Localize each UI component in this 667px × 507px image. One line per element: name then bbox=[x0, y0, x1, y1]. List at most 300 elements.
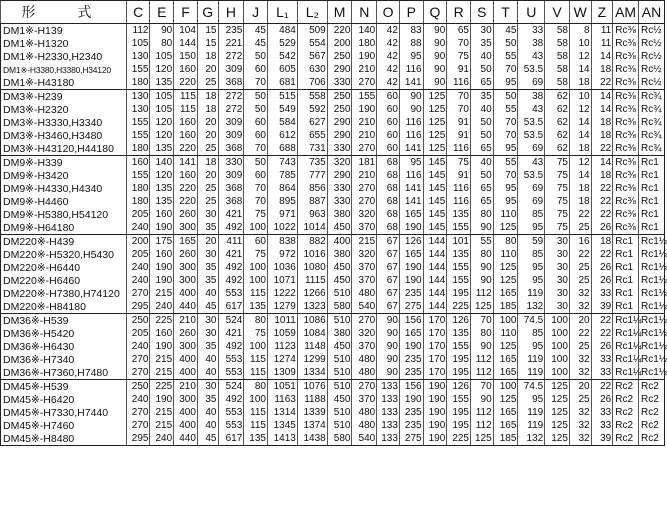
value-cell-u: 74.5 bbox=[518, 380, 545, 394]
value-cell-l₂: 882 bbox=[297, 235, 327, 249]
value-cell-g: 40 bbox=[197, 406, 218, 419]
value-cell-n: 270 bbox=[352, 314, 377, 328]
value-cell-e: 215 bbox=[150, 287, 174, 300]
table-row bbox=[1, 353, 665, 366]
value-cell-t: 80 bbox=[493, 235, 518, 249]
value-cell-v: 62 bbox=[545, 90, 570, 104]
value-cell-u: 38 bbox=[518, 37, 545, 50]
value-cell-z: 22 bbox=[591, 182, 613, 195]
value-cell-n: 480 bbox=[352, 406, 377, 419]
value-cell-o: 67 bbox=[377, 261, 400, 274]
value-cell-t: 165 bbox=[493, 366, 518, 380]
table-row bbox=[1, 169, 665, 182]
value-cell-h: 492 bbox=[218, 261, 244, 274]
value-cell-u: 95 bbox=[518, 221, 545, 235]
value-cell-z: 18 bbox=[591, 169, 613, 182]
value-cell-u: 53.5 bbox=[518, 169, 545, 182]
model-cell: DM1※-H3380,H3380,H34120 bbox=[1, 63, 127, 76]
value-cell-w: 14 bbox=[569, 63, 591, 76]
value-cell-v: 125 bbox=[545, 406, 570, 419]
value-cell-z: 22 bbox=[591, 314, 613, 328]
value-cell-am: Rc⅜ bbox=[613, 221, 639, 235]
value-cell-m: 580 bbox=[327, 300, 352, 314]
table-row bbox=[1, 406, 665, 419]
value-cell-j: 135 bbox=[244, 432, 268, 446]
value-cell-q: 190 bbox=[423, 406, 447, 419]
value-cell-f: 400 bbox=[174, 419, 198, 432]
value-cell-f: 400 bbox=[174, 406, 198, 419]
value-cell-w: 8 bbox=[569, 24, 591, 38]
value-cell-h: 492 bbox=[218, 221, 244, 235]
value-cell-l₂: 706 bbox=[297, 76, 327, 90]
column-header-e: E bbox=[150, 1, 174, 24]
column-header-m: M bbox=[327, 1, 352, 24]
value-cell-n: 480 bbox=[352, 287, 377, 300]
value-cell-n: 140 bbox=[352, 24, 377, 38]
value-cell-o: 42 bbox=[377, 37, 400, 50]
value-cell-l₁: 864 bbox=[267, 182, 297, 195]
value-cell-w: 25 bbox=[569, 261, 591, 274]
value-cell-l₂: 1115 bbox=[297, 274, 327, 287]
value-cell-w: 22 bbox=[569, 208, 591, 221]
value-cell-w: 32 bbox=[569, 432, 591, 446]
value-cell-o: 60 bbox=[377, 103, 400, 116]
value-cell-an: Rc½ bbox=[638, 76, 664, 90]
value-cell-q: 125 bbox=[423, 129, 447, 142]
value-cell-g: 20 bbox=[197, 129, 218, 142]
value-cell-an: Rc2 bbox=[638, 406, 664, 419]
value-cell-j: 115 bbox=[244, 406, 268, 419]
value-cell-n: 210 bbox=[352, 63, 377, 76]
value-cell-q: 90 bbox=[423, 50, 447, 63]
value-cell-u: 95 bbox=[518, 261, 545, 274]
value-cell-p: 190 bbox=[399, 393, 423, 406]
value-cell-v: 100 bbox=[545, 327, 570, 340]
value-cell-h: 235 bbox=[218, 24, 244, 38]
value-cell-c: 295 bbox=[126, 432, 150, 446]
value-cell-j: 75 bbox=[244, 208, 268, 221]
model-cell: DM36※-H7340 bbox=[1, 353, 127, 366]
value-cell-l₂: 1084 bbox=[297, 327, 327, 340]
value-cell-am: Rc1 bbox=[613, 300, 639, 314]
value-cell-p: 275 bbox=[399, 300, 423, 314]
value-cell-v: 125 bbox=[545, 380, 570, 394]
value-cell-u: 53.5 bbox=[518, 63, 545, 76]
value-cell-m: 330 bbox=[327, 195, 352, 208]
value-cell-an: Rc1½ bbox=[638, 340, 664, 353]
value-cell-r: 155 bbox=[447, 221, 471, 235]
column-header-c: C bbox=[126, 1, 150, 24]
value-cell-w: 18 bbox=[569, 76, 591, 90]
column-header-l₁: L₁ bbox=[267, 1, 297, 24]
value-cell-an: Rc1 bbox=[638, 195, 664, 208]
value-cell-o: 68 bbox=[377, 169, 400, 182]
value-cell-l₁: 1279 bbox=[267, 300, 297, 314]
table-row bbox=[1, 103, 665, 116]
value-cell-o: 90 bbox=[377, 366, 400, 380]
value-cell-s: 90 bbox=[471, 261, 494, 274]
value-cell-q: 190 bbox=[423, 419, 447, 432]
value-cell-w: 18 bbox=[569, 142, 591, 156]
value-cell-l₂: 1374 bbox=[297, 419, 327, 432]
value-cell-o: 90 bbox=[377, 340, 400, 353]
value-cell-am: Rc⅜ bbox=[613, 76, 639, 90]
value-cell-j: 60 bbox=[244, 169, 268, 182]
value-cell-u: 119 bbox=[518, 419, 545, 432]
value-cell-p: 165 bbox=[399, 327, 423, 340]
value-cell-j: 50 bbox=[244, 103, 268, 116]
value-cell-s: 112 bbox=[471, 406, 494, 419]
value-cell-n: 540 bbox=[352, 432, 377, 446]
value-cell-w: 32 bbox=[569, 353, 591, 366]
value-cell-z: 39 bbox=[591, 432, 613, 446]
value-cell-r: 195 bbox=[447, 287, 471, 300]
value-cell-c: 295 bbox=[126, 300, 150, 314]
value-cell-g: 20 bbox=[197, 235, 218, 249]
value-cell-e: 215 bbox=[150, 366, 174, 380]
value-cell-l₁: 972 bbox=[267, 248, 297, 261]
value-cell-am: Rc1¼ bbox=[613, 353, 639, 366]
value-cell-h: 553 bbox=[218, 353, 244, 366]
value-cell-am: Rc1 bbox=[613, 248, 639, 261]
model-cell: DM36※-H539 bbox=[1, 314, 127, 328]
value-cell-q: 90 bbox=[423, 76, 447, 90]
value-cell-q: 144 bbox=[423, 261, 447, 274]
value-cell-v: 100 bbox=[545, 340, 570, 353]
value-cell-s: 80 bbox=[471, 248, 494, 261]
value-cell-n: 370 bbox=[352, 221, 377, 235]
value-cell-h: 553 bbox=[218, 406, 244, 419]
value-cell-e: 225 bbox=[150, 314, 174, 328]
value-cell-c: 180 bbox=[126, 76, 150, 90]
value-cell-am: Rc1 bbox=[613, 287, 639, 300]
value-cell-t: 50 bbox=[493, 90, 518, 104]
value-cell-q: 125 bbox=[423, 90, 447, 104]
value-cell-l₂: 1080 bbox=[297, 261, 327, 274]
value-cell-f: 144 bbox=[174, 37, 198, 50]
value-cell-t: 185 bbox=[493, 432, 518, 446]
value-cell-j: 115 bbox=[244, 287, 268, 300]
value-cell-l₂: 509 bbox=[297, 24, 327, 38]
value-cell-n: 480 bbox=[352, 353, 377, 366]
value-cell-w: 20 bbox=[569, 314, 591, 328]
value-cell-q: 144 bbox=[423, 300, 447, 314]
value-cell-h: 492 bbox=[218, 340, 244, 353]
model-cell: DM36※-H5420 bbox=[1, 327, 127, 340]
value-cell-j: 100 bbox=[244, 393, 268, 406]
table-row bbox=[1, 327, 665, 340]
value-cell-z: 33 bbox=[591, 366, 613, 380]
value-cell-l₂: 777 bbox=[297, 169, 327, 182]
value-cell-o: 60 bbox=[377, 142, 400, 156]
value-cell-q: 145 bbox=[423, 156, 447, 170]
value-cell-q: 125 bbox=[423, 142, 447, 156]
value-cell-n: 270 bbox=[352, 142, 377, 156]
value-cell-m: 320 bbox=[327, 156, 352, 170]
table-row bbox=[1, 142, 665, 156]
value-cell-g: 40 bbox=[197, 353, 218, 366]
value-cell-am: Rc⅜ bbox=[613, 63, 639, 76]
model-cell: DM3※-H3330,H3340 bbox=[1, 116, 127, 129]
value-cell-e: 135 bbox=[150, 195, 174, 208]
value-cell-m: 450 bbox=[327, 221, 352, 235]
value-cell-j: 100 bbox=[244, 340, 268, 353]
value-cell-q: 190 bbox=[423, 380, 447, 394]
value-cell-n: 370 bbox=[352, 261, 377, 274]
value-cell-s: 70 bbox=[471, 314, 494, 328]
value-cell-p: 90 bbox=[399, 103, 423, 116]
value-cell-z: 26 bbox=[591, 221, 613, 235]
value-cell-e: 135 bbox=[150, 142, 174, 156]
value-cell-t: 100 bbox=[493, 380, 518, 394]
value-cell-r: 135 bbox=[447, 208, 471, 221]
value-cell-l₂: 554 bbox=[297, 37, 327, 50]
value-cell-am: Rc2 bbox=[613, 406, 639, 419]
value-cell-o: 68 bbox=[377, 195, 400, 208]
value-cell-z: 26 bbox=[591, 393, 613, 406]
value-cell-q: 145 bbox=[423, 169, 447, 182]
value-cell-z: 22 bbox=[591, 142, 613, 156]
value-cell-am: Rc1 bbox=[613, 274, 639, 287]
value-cell-v: 30 bbox=[545, 300, 570, 314]
value-cell-f: 220 bbox=[174, 76, 198, 90]
value-cell-g: 35 bbox=[197, 274, 218, 287]
value-cell-z: 26 bbox=[591, 340, 613, 353]
value-cell-j: 50 bbox=[244, 90, 268, 104]
value-cell-u: 43 bbox=[518, 103, 545, 116]
value-cell-c: 155 bbox=[126, 63, 150, 76]
value-cell-c: 270 bbox=[126, 353, 150, 366]
value-cell-am: Rc⅜ bbox=[613, 208, 639, 221]
value-cell-am: Rc⅜ bbox=[613, 142, 639, 156]
value-cell-n: 190 bbox=[352, 50, 377, 63]
column-header-am: AM bbox=[613, 1, 639, 24]
value-cell-s: 70 bbox=[471, 380, 494, 394]
model-cell: DM220※-H6440 bbox=[1, 261, 127, 274]
model-cell: DM1※-H43180 bbox=[1, 76, 127, 90]
value-cell-e: 120 bbox=[150, 116, 174, 129]
value-cell-s: 65 bbox=[471, 182, 494, 195]
value-cell-q: 145 bbox=[423, 208, 447, 221]
value-cell-w: 25 bbox=[569, 393, 591, 406]
value-cell-n: 370 bbox=[352, 274, 377, 287]
value-cell-h: 553 bbox=[218, 366, 244, 380]
value-cell-an: Rc2 bbox=[638, 393, 664, 406]
value-cell-r: 75 bbox=[447, 50, 471, 63]
value-cell-f: 150 bbox=[174, 50, 198, 63]
value-cell-l₂: 1014 bbox=[297, 221, 327, 235]
value-cell-v: 62 bbox=[545, 103, 570, 116]
value-cell-c: 130 bbox=[126, 90, 150, 104]
table-row bbox=[1, 274, 665, 287]
value-cell-l₁: 1071 bbox=[267, 274, 297, 287]
value-cell-l₁: 1345 bbox=[267, 419, 297, 432]
value-cell-r: 195 bbox=[447, 366, 471, 380]
value-cell-p: 235 bbox=[399, 366, 423, 380]
table-row bbox=[1, 235, 665, 249]
value-cell-c: 270 bbox=[126, 366, 150, 380]
value-cell-o: 68 bbox=[377, 156, 400, 170]
value-cell-q: 144 bbox=[423, 248, 447, 261]
value-cell-l₁: 1011 bbox=[267, 314, 297, 328]
value-cell-m: 510 bbox=[327, 406, 352, 419]
value-cell-j: 135 bbox=[244, 300, 268, 314]
value-cell-g: 20 bbox=[197, 116, 218, 129]
value-cell-l₁: 1274 bbox=[267, 353, 297, 366]
value-cell-t: 110 bbox=[493, 208, 518, 221]
value-cell-h: 309 bbox=[218, 169, 244, 182]
value-cell-f: 210 bbox=[174, 314, 198, 328]
value-cell-j: 70 bbox=[244, 182, 268, 195]
value-cell-j: 60 bbox=[244, 235, 268, 249]
value-cell-o: 67 bbox=[377, 287, 400, 300]
value-cell-z: 22 bbox=[591, 248, 613, 261]
value-cell-e: 120 bbox=[150, 63, 174, 76]
value-cell-an: Rc¾ bbox=[638, 103, 664, 116]
value-cell-o: 90 bbox=[377, 327, 400, 340]
value-cell-c: 240 bbox=[126, 340, 150, 353]
value-cell-g: 45 bbox=[197, 300, 218, 314]
column-header-n: N bbox=[352, 1, 377, 24]
value-cell-o: 60 bbox=[377, 129, 400, 142]
model-cell: DM36※-H7360,H7480 bbox=[1, 366, 127, 380]
value-cell-e: 120 bbox=[150, 169, 174, 182]
value-cell-t: 165 bbox=[493, 287, 518, 300]
value-cell-g: 18 bbox=[197, 90, 218, 104]
value-cell-l₁: 515 bbox=[267, 90, 297, 104]
table-header-row bbox=[1, 1, 665, 24]
value-cell-an: Rc¾ bbox=[638, 116, 664, 129]
value-cell-an: Rc1½ bbox=[638, 235, 664, 249]
value-cell-s: 50 bbox=[471, 116, 494, 129]
value-cell-j: 75 bbox=[244, 248, 268, 261]
value-cell-w: 25 bbox=[569, 221, 591, 235]
value-cell-v: 75 bbox=[545, 156, 570, 170]
value-cell-c: 130 bbox=[126, 103, 150, 116]
value-cell-m: 510 bbox=[327, 419, 352, 432]
value-cell-c: 160 bbox=[126, 156, 150, 170]
value-cell-s: 125 bbox=[471, 300, 494, 314]
value-cell-m: 220 bbox=[327, 24, 352, 38]
table-row bbox=[1, 261, 665, 274]
value-cell-am: Rc⅜ bbox=[613, 182, 639, 195]
value-cell-an: Rc1 bbox=[638, 221, 664, 235]
value-cell-l₁: 612 bbox=[267, 129, 297, 142]
value-cell-q: 190 bbox=[423, 393, 447, 406]
value-cell-h: 421 bbox=[218, 248, 244, 261]
value-cell-u: 132 bbox=[518, 432, 545, 446]
column-header-o: O bbox=[377, 1, 400, 24]
value-cell-m: 330 bbox=[327, 76, 352, 90]
value-cell-r: 116 bbox=[447, 142, 471, 156]
value-cell-m: 450 bbox=[327, 261, 352, 274]
value-cell-z: 14 bbox=[591, 90, 613, 104]
value-cell-r: 116 bbox=[447, 182, 471, 195]
value-cell-an: Rc¾ bbox=[638, 90, 664, 104]
value-cell-s: 35 bbox=[471, 90, 494, 104]
value-cell-u: 53.5 bbox=[518, 116, 545, 129]
value-cell-p: 165 bbox=[399, 248, 423, 261]
value-cell-f: 400 bbox=[174, 366, 198, 380]
value-cell-c: 205 bbox=[126, 327, 150, 340]
value-cell-an: Rc1 bbox=[638, 208, 664, 221]
value-cell-t: 70 bbox=[493, 169, 518, 182]
value-cell-h: 617 bbox=[218, 300, 244, 314]
value-cell-s: 125 bbox=[471, 432, 494, 446]
value-cell-p: 235 bbox=[399, 406, 423, 419]
value-cell-l₁: 971 bbox=[267, 208, 297, 221]
value-cell-o: 133 bbox=[377, 432, 400, 446]
value-cell-f: 220 bbox=[174, 142, 198, 156]
value-cell-f: 115 bbox=[174, 90, 198, 104]
value-cell-an: Rc¾ bbox=[638, 142, 664, 156]
value-cell-p: 141 bbox=[399, 76, 423, 90]
value-cell-an: Rc2 bbox=[638, 432, 664, 446]
value-cell-p: 235 bbox=[399, 287, 423, 300]
value-cell-m: 330 bbox=[327, 142, 352, 156]
value-cell-an: Rc2 bbox=[638, 380, 664, 394]
value-cell-l₂: 630 bbox=[297, 63, 327, 76]
value-cell-t: 110 bbox=[493, 248, 518, 261]
value-cell-o: 67 bbox=[377, 300, 400, 314]
value-cell-l₂: 1323 bbox=[297, 300, 327, 314]
value-cell-l₁: 1036 bbox=[267, 261, 297, 274]
value-cell-r: 155 bbox=[447, 274, 471, 287]
value-cell-an: Rc1½ bbox=[638, 261, 664, 274]
value-cell-o: 42 bbox=[377, 24, 400, 38]
model-cell: DM3※-H3460,H3480 bbox=[1, 129, 127, 142]
value-cell-n: 270 bbox=[352, 76, 377, 90]
value-cell-g: 40 bbox=[197, 366, 218, 380]
value-cell-l₁: 681 bbox=[267, 76, 297, 90]
value-cell-r: 155 bbox=[447, 393, 471, 406]
value-cell-w: 10 bbox=[569, 37, 591, 50]
value-cell-c: 155 bbox=[126, 169, 150, 182]
value-cell-j: 100 bbox=[244, 274, 268, 287]
value-cell-h: 330 bbox=[218, 156, 244, 170]
value-cell-am: Rc1¼ bbox=[613, 314, 639, 328]
table-row bbox=[1, 76, 665, 90]
value-cell-u: 119 bbox=[518, 406, 545, 419]
value-cell-r: 195 bbox=[447, 406, 471, 419]
value-cell-m: 290 bbox=[327, 129, 352, 142]
column-header-l₂: L₂ bbox=[297, 1, 327, 24]
value-cell-s: 90 bbox=[471, 393, 494, 406]
value-cell-p: 95 bbox=[399, 156, 423, 170]
value-cell-v: 100 bbox=[545, 366, 570, 380]
value-cell-l₁: 529 bbox=[267, 37, 297, 50]
value-cell-r: 116 bbox=[447, 76, 471, 90]
value-cell-v: 58 bbox=[545, 76, 570, 90]
value-cell-c: 250 bbox=[126, 380, 150, 394]
value-cell-r: 91 bbox=[447, 169, 471, 182]
value-cell-u: 119 bbox=[518, 287, 545, 300]
column-header-u: U bbox=[518, 1, 545, 24]
table-row bbox=[1, 24, 665, 38]
value-cell-f: 300 bbox=[174, 340, 198, 353]
column-header-s: S bbox=[471, 1, 494, 24]
value-cell-j: 70 bbox=[244, 195, 268, 208]
column-header-model: 形 式 bbox=[1, 1, 127, 24]
value-cell-t: 125 bbox=[493, 221, 518, 235]
value-cell-v: 100 bbox=[545, 353, 570, 366]
value-cell-z: 22 bbox=[591, 195, 613, 208]
value-cell-s: 65 bbox=[471, 76, 494, 90]
value-cell-h: 368 bbox=[218, 142, 244, 156]
value-cell-c: 270 bbox=[126, 419, 150, 432]
value-cell-c: 270 bbox=[126, 287, 150, 300]
value-cell-c: 180 bbox=[126, 142, 150, 156]
